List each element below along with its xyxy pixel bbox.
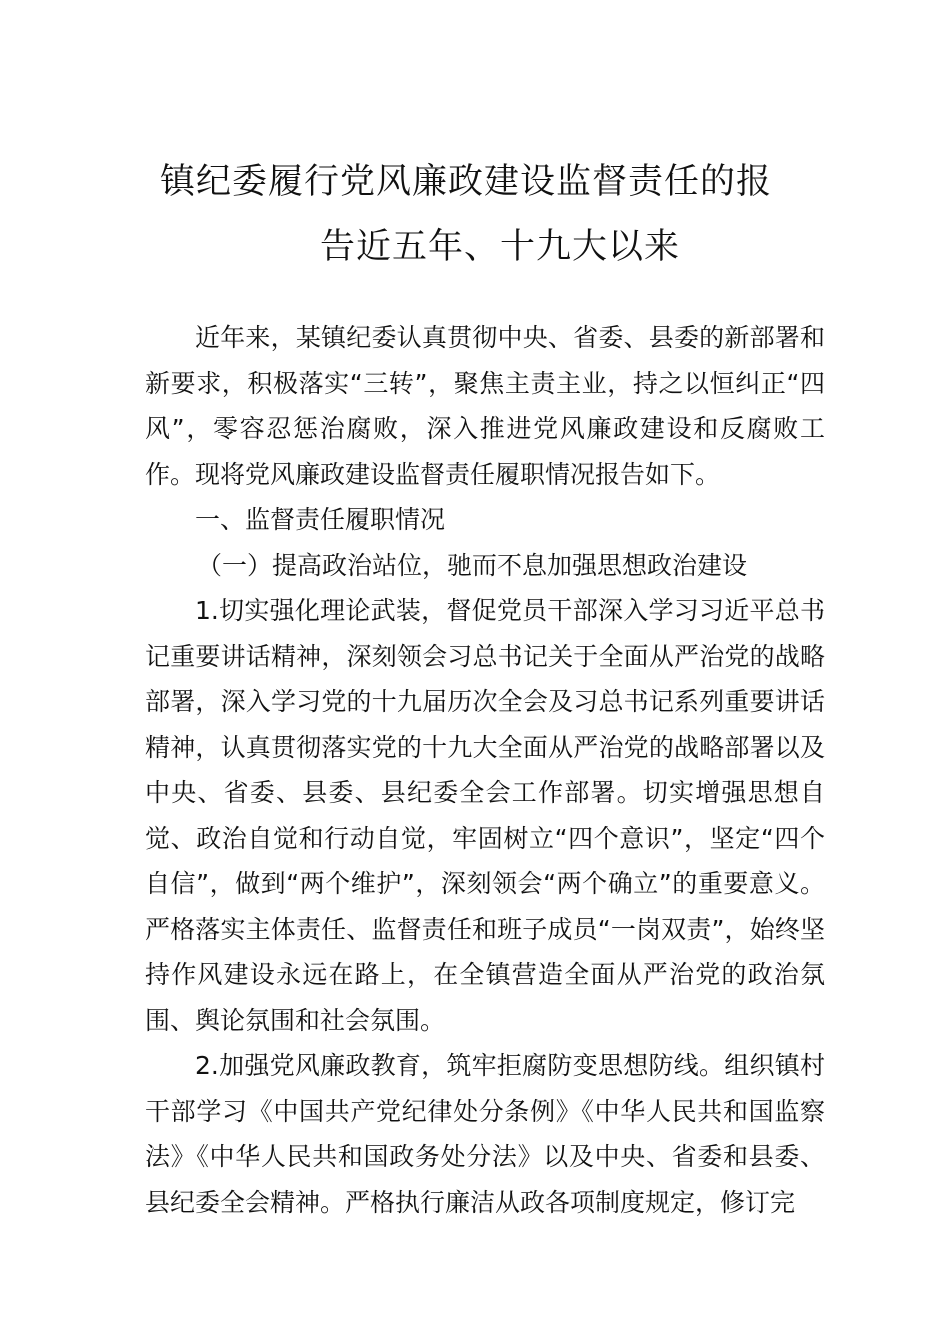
document-body <box>145 315 825 1225</box>
intro-paragraph: 近年来，某镇纪委认真贯彻中央、省委、县委的新部署和新要求，积极落实“三转”，聚焦主责主业，持之以恒纠正“四风”，零容忍惩治腐败，深入推进党风廉政建设和反腐败工作。现将党风廉政建设监督责任履职情况报告如下。 <box>145 323 825 489</box>
section-heading-1: 一、监督责任履职情况 <box>195 505 446 534</box>
item-paragraph-1: 1.切实强化理论武装，督促党员干部深入学习习近平总书记重要讲话精神，深刻领会习总书记关于全面从严治党的战略部署，深入学习党的十九届历次全会及习总书记系列重要讲话精神，认真贯彻落实党的十九大全面从严治党的战略部署以及中央、省委、县委、县纪委全会工作部署。切实增强思想自觉、政治自觉和行动自觉，牢固树立“四个意识”，坚定“四个自信”，做到“两个维护”，深刻领会“两个确立”的重要意义。严格落实主体责任、监督责任和班子成员“一岗双责”，始终坚持作风建设永远在路上，在全镇营造全面从严治党的政治氛围、舆论氛围和社会氛围。 <box>145 596 825 1035</box>
item-paragraph-2: 2.加强党风廉政教育，筑牢拒腐防变思想防线。组织镇村干部学习《中国共产党纪律处分条例》《中华人民共和国监察法》《中华人民共和国政务处分法》以及中央、省委和县委、县纪委全会精神。严格执行廉洁从政各项制度规定，修订完 <box>145 1051 825 1217</box>
document-title-line-2: 告近五年、十九大以来 <box>320 227 681 267</box>
document-title-line-1: 镇纪委履行党风廉政建设监督责任的报 <box>160 162 773 202</box>
subsection-heading-1: （一）提高政治站位，驰而不息加强思想政治建设 <box>197 550 748 580</box>
